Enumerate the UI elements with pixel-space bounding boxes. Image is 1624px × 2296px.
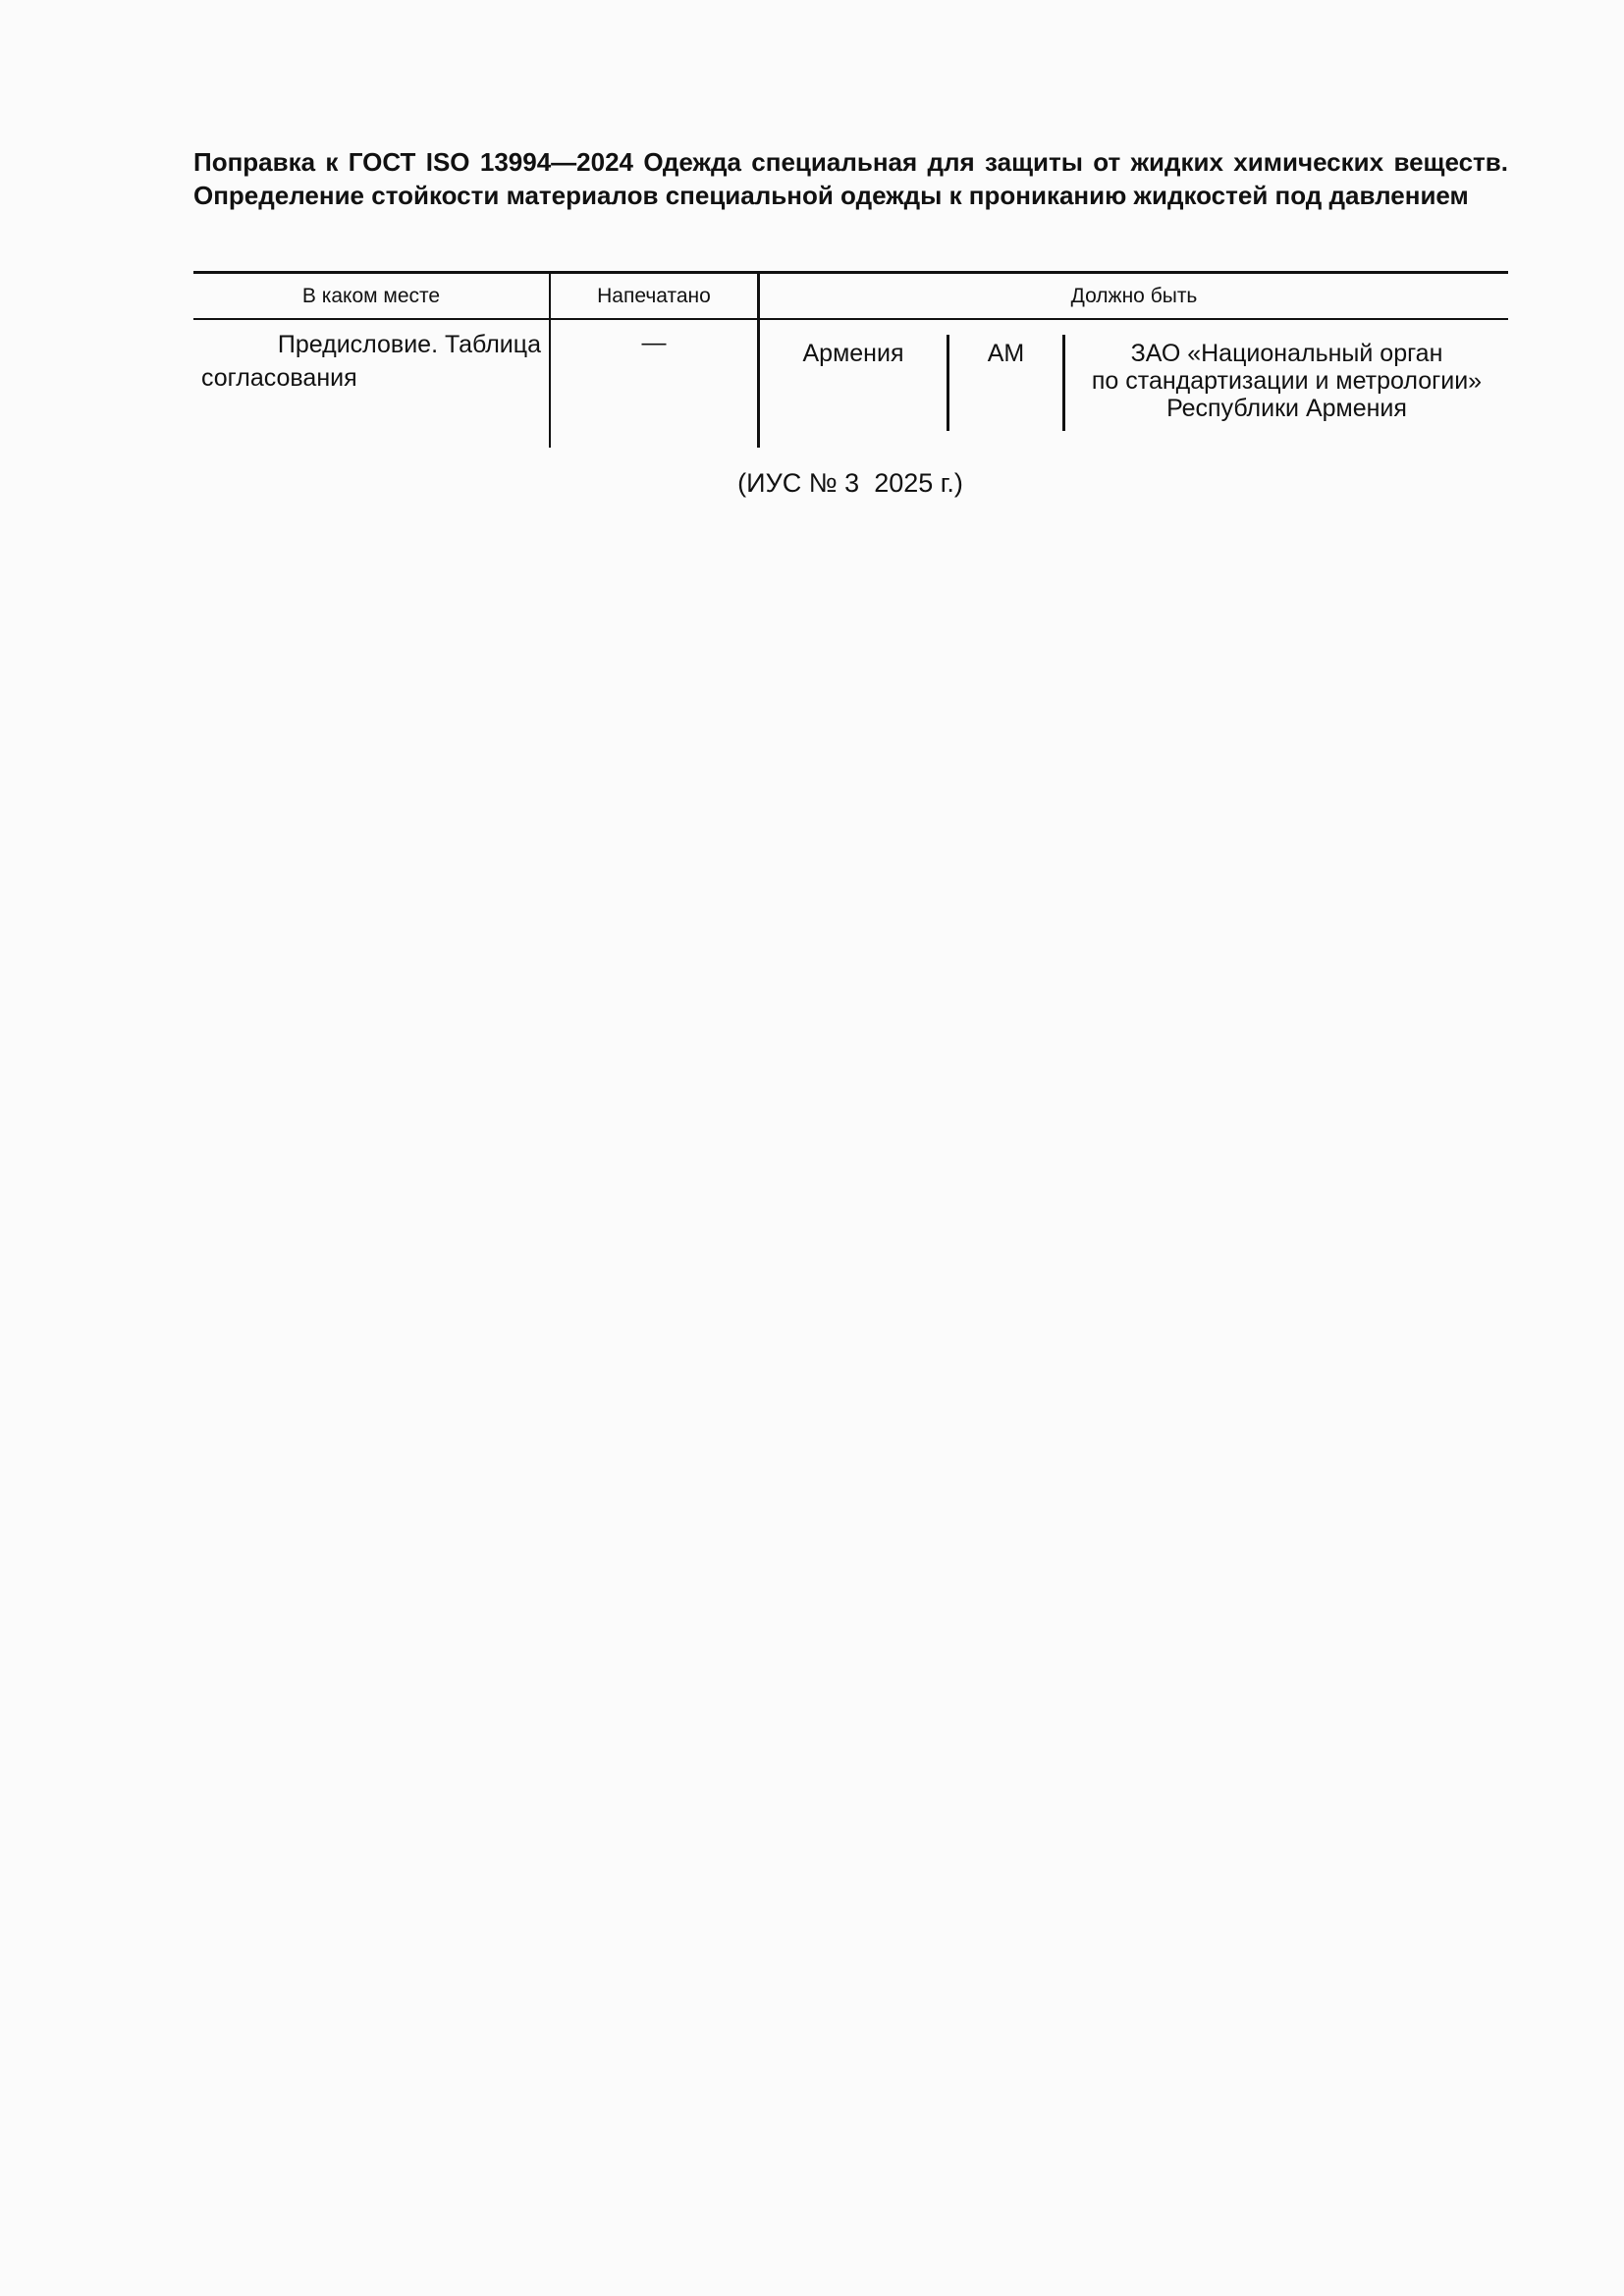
location-line-2: согласования <box>201 364 357 392</box>
organ-line-3: Республики Армения <box>1166 395 1407 422</box>
correction-table <box>193 271 1508 448</box>
table-row <box>201 328 541 395</box>
location-line-1: Предисловие. Таблица <box>277 331 541 358</box>
ius-reference: (ИУС № 3 2025 г.) <box>737 468 963 498</box>
organ-line-1: ЗАО «Национальный орган <box>1130 340 1443 367</box>
country-code: AM <box>987 340 1025 367</box>
document-title: Поправка к ГОСТ ISO 13994—2024 Одежда специальная для защиты от жидких химических веществ. Определение стойкости материалов специальной одежды к прониканию жидкостей под давлением <box>193 147 1508 210</box>
printed-value: — <box>641 329 667 356</box>
national-organ <box>1065 340 1508 422</box>
country-name: Армения <box>802 340 904 367</box>
organ-line-2: по стандартизации и метрологии» <box>1091 367 1483 395</box>
header-location: В каком месте <box>301 285 441 307</box>
header-should-be: Должно быть <box>1070 285 1198 307</box>
header-printed: Напечатано <box>597 285 711 307</box>
table-header-rule <box>193 318 1508 320</box>
